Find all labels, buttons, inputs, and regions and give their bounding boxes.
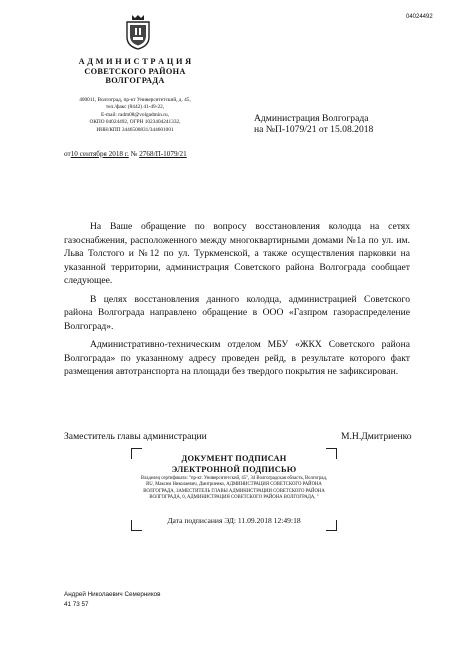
letter-body: [64, 220, 410, 383]
stamp-certificate-owner: Владелец сертификата: "пр-кт. Университетский, 45", 34 Волгоградская область, Волгоград, RU, Максим Николаевич, Дмитриенко, АДМИНИСТРАЦИЯ СОВЕТСКОГО РАЙОНА ВОЛГОГРАДА, ЗАМЕСТИТЕЛЬ ГЛАВЫ АДМИНИСТРАЦИИ СОВЕТСКОГО РАЙОНА ВОЛГОГРАДА, 0, АДМИНИСТРАЦИЯ СОВЕТСКОГО РАЙОНА ВОЛГОГРАДА, ": [140, 476, 328, 500]
outgoing-prefix: от: [64, 150, 71, 158]
body-paragraph-3: Административно-техническим отделом МБУ «ЖКХ Советского района Волгограда» по указанному адресу проведен рейд, в результате которого факт размещения автотранспорта на площади без твердого покрытия не зафиксирован.: [64, 338, 410, 378]
contacts-okpo: ОКПО 04024492, ОГРН 1023404241332,: [89, 119, 181, 126]
body-paragraph-2: В целях восстановления данного колодца, администрацией Советского района Волгограда направлено обращение в ООО «Газпром газораспределение Волгоград».: [64, 293, 410, 332]
organization-contacts: [40, 97, 230, 134]
outgoing-reference: [64, 150, 187, 158]
outgoing-number-prefix: №: [130, 150, 138, 158]
org-name-line3: ВОЛГОГРАДА: [105, 76, 165, 85]
electronic-signature-stamp: [131, 448, 337, 531]
org-name-line2: СОВЕТСКОГО РАЙОНА: [84, 66, 186, 76]
stamp-signing-date: Дата подписания ЭД: 11.09.2018 12:49:18: [167, 516, 301, 525]
document-code: 04024492: [406, 14, 433, 20]
body-paragraph-1: На Ваше обращение по вопросу восстановления колодца на сетях газоснабжения, расположенного между многоквартирными домами №1а по ул. им. Льва Толстого и №12 по ул. Туркменской, а также осуществления парковки на указанной территории, администрация Советского района Волгограда сообщает следующее.: [64, 221, 410, 287]
stamp-title-line1: ДОКУМЕНТ ПОДПИСАН: [181, 454, 287, 463]
contacts-address: 400011, Волгоград, пр-кт Университетский, д. 45,: [79, 97, 191, 103]
executor-phone: 41 73 57: [64, 601, 89, 608]
contacts-phone: тел./факс (8442) 41-49-22,: [105, 104, 165, 111]
outgoing-date: 10 сентября 2018 г.: [70, 150, 129, 158]
stamp-title-line2: ЭЛЕКТРОННОЙ ПОДПИСЬЮ: [171, 464, 297, 474]
executor-name: Андрей Николаевич Семерников: [64, 591, 161, 598]
addressee-block: [254, 113, 373, 135]
outgoing-number: 2768/П-1079/21: [139, 150, 187, 158]
org-name-line1: А Д М И Н И С Т Р А Ц И Я: [78, 57, 192, 66]
contacts-email: E-mail: radm08@volgadmin.ru,: [101, 111, 169, 118]
addressee-line2: на №П-1079/21 от 15.08.2018: [254, 124, 374, 136]
signer-name: М.Н.Дмитриенко: [341, 431, 412, 442]
contacts-inn: ИНН/КПП 3446500831/344601001: [96, 126, 174, 133]
addressee-line1: Администрация Волгограда: [254, 113, 369, 124]
signer-position: Заместитель главы администрации: [64, 431, 207, 442]
coat-of-arms-emblem: [123, 13, 153, 51]
organization-header: [40, 57, 230, 86]
